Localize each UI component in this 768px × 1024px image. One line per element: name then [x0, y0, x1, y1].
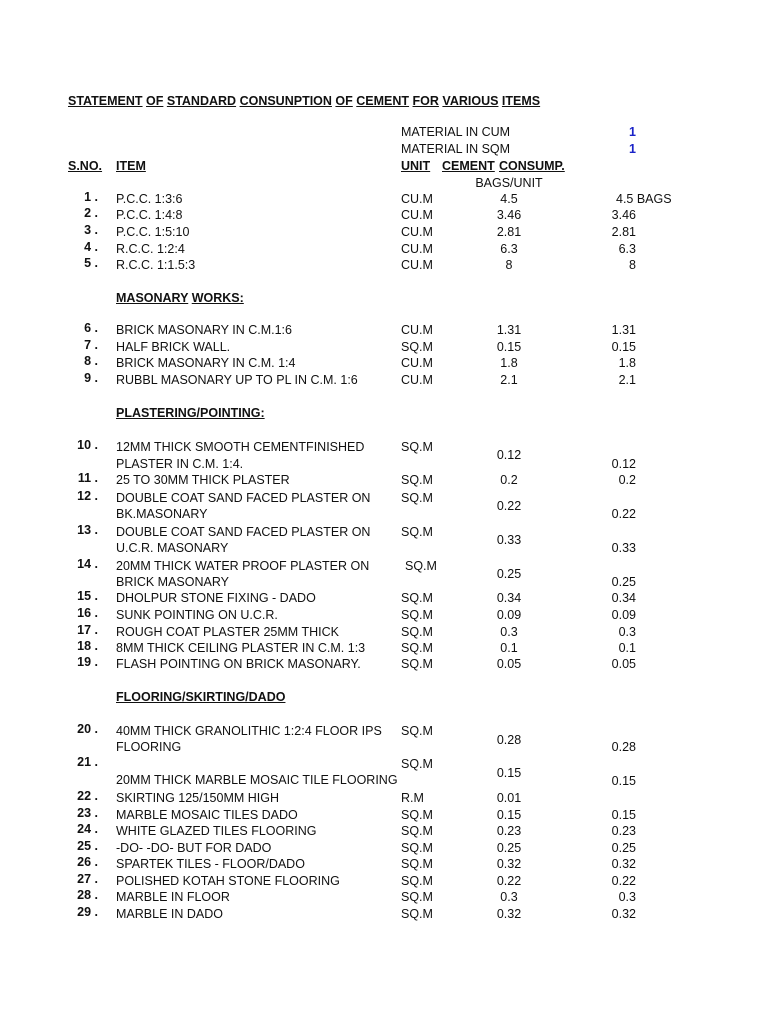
row-unit: CU.M: [401, 373, 433, 387]
row-bags-per-unit: 0.32: [496, 907, 522, 921]
row-total: 0.3: [618, 890, 636, 904]
row-item: P.C.C. 1:3:6: [116, 192, 183, 206]
row-item: R.C.C. 1:2:4: [116, 242, 185, 256]
row-item: BRICK MASONARY IN C.M.1:6: [116, 323, 292, 337]
row-unit: SQ.M: [401, 874, 433, 888]
row-item: SPARTEK TILES - FLOOR/DADO: [116, 857, 305, 871]
row-sno: 8 .: [84, 354, 98, 368]
row-total: 8: [629, 258, 636, 272]
row-total: 0.15: [611, 808, 636, 822]
row-sno: 9 .: [84, 371, 98, 385]
row-sno: 7 .: [84, 338, 98, 352]
row-unit: SQ.M: [401, 841, 433, 855]
row-unit: SQ.M: [401, 890, 433, 904]
row-bags-per-unit: 0.01: [496, 791, 522, 805]
title-word: VARIOUS: [442, 94, 499, 108]
row-bags-per-unit: 3.46: [496, 208, 522, 222]
row-bags-per-unit: 0.09: [496, 608, 522, 622]
row-sno: 11 .: [77, 471, 98, 485]
title-word: STANDARD: [166, 94, 237, 108]
row-unit: CU.M: [401, 258, 433, 272]
row-unit: SQ.M: [401, 340, 433, 354]
row-sno: 27 .: [77, 872, 98, 886]
row-item: DOUBLE COAT SAND FACED PLASTER ON: [116, 525, 371, 539]
row-sno: 19 .: [77, 655, 98, 669]
material-sqm-value: 1: [629, 142, 636, 156]
row-sno: 28 .: [77, 888, 98, 902]
row-sno: 3 .: [84, 223, 98, 237]
row-sno: 5 .: [84, 256, 98, 270]
row-total: 0.25: [611, 575, 636, 589]
row-bags-per-unit: 0.05: [496, 657, 522, 671]
row-unit: SQ.M: [401, 525, 433, 539]
row-unit: SQ.M: [401, 641, 433, 655]
row-bags-per-unit: 0.1: [500, 641, 518, 655]
row-total: 4.5 BAGS: [616, 192, 672, 206]
row-unit: SQ.M: [401, 724, 433, 738]
section-masonary-word1: MASONARY: [116, 291, 189, 305]
row-item-line2: BK.MASONARY: [116, 507, 208, 521]
row-bags-per-unit: 0.15: [496, 808, 522, 822]
row-unit: SQ.M: [401, 857, 433, 871]
row-bags-per-unit: 0.32: [496, 857, 522, 871]
section-flooring: FLOORING/SKIRTING/DADO: [116, 690, 286, 704]
row-item: DHOLPUR STONE FIXING - DADO: [116, 591, 316, 605]
row-item: P.C.C. 1:4:8: [116, 208, 183, 222]
row-bags-per-unit: 0.3: [500, 890, 518, 904]
row-unit: SQ.M: [405, 559, 437, 573]
row-total: 1.8: [618, 356, 636, 370]
row-unit: CU.M: [401, 323, 433, 337]
row-item: POLISHED KOTAH STONE FLOORING: [116, 874, 340, 888]
row-item: MARBLE IN DADO: [116, 907, 223, 921]
row-bags-per-unit: 0.33: [496, 533, 522, 547]
row-unit: SQ.M: [401, 473, 433, 487]
row-sno: 17 .: [77, 623, 98, 637]
row-unit: SQ.M: [401, 907, 433, 921]
row-item: MARBLE IN FLOOR: [116, 890, 230, 904]
row-sno: 20 .: [77, 722, 98, 736]
row-total: 2.81: [611, 225, 636, 239]
row-sno: 6 .: [84, 321, 98, 335]
row-bags-per-unit: 0.3: [500, 625, 518, 639]
row-unit: CU.M: [401, 356, 433, 370]
row-bags-per-unit: 8: [505, 258, 513, 272]
page-title: [68, 94, 540, 109]
header-consump: CONSUMP.: [499, 159, 565, 173]
row-unit: CU.M: [401, 225, 433, 239]
row-item: RUBBL MASONARY UP TO PL IN C.M. 1:6: [116, 373, 358, 387]
row-item-line2: U.C.R. MASONARY: [116, 541, 229, 555]
row-bags-per-unit: 1.31: [496, 323, 522, 337]
row-bags-per-unit: 1.8: [500, 356, 518, 370]
row-item: R.C.C. 1:1.5:3: [116, 258, 196, 272]
row-sno: 16 .: [77, 606, 98, 620]
row-sno: 23 .: [77, 806, 98, 820]
row-bags-per-unit: 0.25: [496, 567, 522, 581]
row-unit: CU.M: [401, 242, 433, 256]
row-item: 8MM THICK CEILING PLASTER IN C.M. 1:3: [116, 641, 366, 655]
row-total: 0.25: [611, 841, 636, 855]
section-plastering: PLASTERING/POINTING:: [116, 406, 265, 420]
row-bags-per-unit: 0.12: [496, 448, 522, 462]
row-sno: 29 .: [77, 905, 98, 919]
row-total: 0.15: [611, 774, 636, 788]
row-sno: 1 .: [84, 190, 98, 204]
row-unit: CU.M: [401, 208, 433, 222]
row-sno: 26 .: [77, 855, 98, 869]
title-word: CONSUNPTION: [239, 94, 332, 108]
row-sno: 14 .: [77, 557, 98, 571]
row-unit: SQ.M: [401, 491, 433, 505]
material-cum-value: 1: [629, 125, 636, 139]
row-total: 0.32: [611, 857, 636, 871]
row-bags-per-unit: 0.15: [496, 340, 522, 354]
row-total: 0.34: [611, 591, 636, 605]
header-unit: UNIT: [401, 159, 431, 173]
section-masonary: [116, 291, 244, 306]
row-item-line2: FLOORING: [116, 740, 182, 754]
row-total: 3.46: [611, 208, 636, 222]
row-item: DOUBLE COAT SAND FACED PLASTER ON: [116, 491, 371, 505]
row-bags-per-unit: 0.28: [496, 733, 522, 747]
row-total: 0.3: [618, 625, 636, 639]
row-total: 0.09: [611, 608, 636, 622]
row-item: MARBLE MOSAIC TILES DADO: [116, 808, 298, 822]
row-total: 0.28: [611, 740, 636, 754]
title-word: FOR: [412, 94, 439, 108]
row-item-line2: 20MM THICK MARBLE MOSAIC TILE FLOORING: [116, 773, 398, 787]
section-masonary-word2: WORKS:: [191, 291, 244, 305]
row-item: WHITE GLAZED TILES FLOORING: [116, 824, 317, 838]
row-total: 0.32: [611, 907, 636, 921]
header-bags-unit: BAGS/UNIT: [475, 176, 543, 190]
row-item: P.C.C. 1:5:10: [116, 225, 190, 239]
row-unit: SQ.M: [401, 440, 433, 454]
row-total: 0.05: [611, 657, 636, 671]
row-unit: SQ.M: [401, 657, 433, 671]
row-sno: 25 .: [77, 839, 98, 853]
title-word: OF: [335, 94, 353, 108]
row-total: 0.22: [611, 874, 636, 888]
row-unit: SQ.M: [401, 591, 433, 605]
row-item: 20MM THICK WATER PROOF PLASTER ON: [116, 559, 370, 573]
row-item: 12MM THICK SMOOTH CEMENTFINISHED: [116, 440, 365, 454]
row-total: 1.31: [611, 323, 636, 337]
row-unit: SQ.M: [401, 757, 433, 771]
row-item: FLASH POINTING ON BRICK MASONARY.: [116, 657, 361, 671]
title-word: CEMENT: [356, 94, 410, 108]
row-item-line2: PLASTER IN C.M. 1:4.: [116, 457, 244, 471]
row-total: 2.1: [618, 373, 636, 387]
row-bags-per-unit: 0.22: [496, 499, 522, 513]
row-sno: 22 .: [77, 789, 98, 803]
row-bags-per-unit: 6.3: [500, 242, 518, 256]
row-unit: SQ.M: [401, 608, 433, 622]
row-total: 0.23: [611, 824, 636, 838]
row-item: -DO- -DO- BUT FOR DADO: [116, 841, 272, 855]
title-word: OF: [146, 94, 164, 108]
row-sno: 18 .: [77, 639, 98, 653]
title-word: ITEMS: [501, 94, 541, 108]
row-total: 0.15: [611, 340, 636, 354]
row-unit: CU.M: [401, 192, 433, 206]
row-bags-per-unit: 2.1: [500, 373, 518, 387]
row-sno: 13 .: [77, 523, 98, 537]
row-bags-per-unit: 4.5: [500, 192, 518, 206]
header-item: ITEM: [116, 159, 146, 173]
row-total: 0.22: [611, 507, 636, 521]
header-cement: CEMENT: [442, 159, 495, 173]
row-item: 40MM THICK GRANOLITHIC 1:2:4 FLOOR IPS: [116, 724, 382, 738]
row-sno: 15 .: [77, 589, 98, 603]
row-unit: SQ.M: [401, 625, 433, 639]
row-total: 0.33: [611, 541, 636, 555]
row-item-line2: BRICK MASONARY: [116, 575, 229, 589]
row-item: SKIRTING 125/150MM HIGH: [116, 791, 280, 805]
row-sno: 24 .: [77, 822, 98, 836]
material-sqm-label: MATERIAL IN SQM: [401, 142, 511, 156]
row-item: ROUGH COAT PLASTER 25MM THICK: [116, 625, 339, 639]
row-bags-per-unit: 0.25: [496, 841, 522, 855]
row-sno: 21 .: [77, 755, 98, 769]
header-sno: S.NO.: [68, 159, 103, 173]
title-word: STATEMENT: [68, 94, 143, 108]
row-bags-per-unit: 0.23: [496, 824, 522, 838]
row-bags-per-unit: 2.81: [496, 225, 522, 239]
row-item: 25 TO 30MM THICK PLASTER: [116, 473, 290, 487]
row-sno: 10 .: [77, 438, 98, 452]
row-bags-per-unit: 0.34: [496, 591, 522, 605]
material-cum-label: MATERIAL IN CUM: [401, 125, 511, 139]
row-sno: 4 .: [84, 240, 98, 254]
row-sno: 12 .: [77, 489, 98, 503]
row-sno: 2 .: [84, 206, 98, 220]
row-total: 0.1: [618, 641, 636, 655]
row-unit: SQ.M: [401, 824, 433, 838]
row-unit: R.M: [401, 791, 424, 805]
row-item: HALF BRICK WALL.: [116, 340, 231, 354]
row-bags-per-unit: 0.22: [496, 874, 522, 888]
row-bags-per-unit: 0.15: [496, 766, 522, 780]
row-bags-per-unit: 0.2: [500, 473, 518, 487]
row-total: 0.12: [611, 457, 636, 471]
row-item: SUNK POINTING ON U.C.R.: [116, 608, 278, 622]
row-total: 0.2: [618, 473, 636, 487]
row-item: BRICK MASONARY IN C.M. 1:4: [116, 356, 296, 370]
row-total: 6.3: [618, 242, 636, 256]
row-unit: SQ.M: [401, 808, 433, 822]
